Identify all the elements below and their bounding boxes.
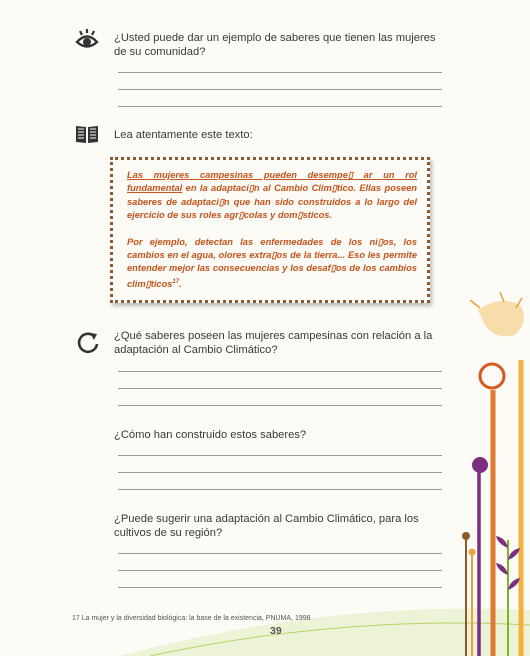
answer-line[interactable] <box>118 405 442 406</box>
book-icon <box>75 124 99 144</box>
answer-line[interactable] <box>118 489 442 490</box>
paragraph-1-rest: en la adaptaci▯n al Cambio Clim▯tico. Ellas poseen saberes de adaptaci▯n que han sido construidos a lo largo del ejercicio de sus roles agr▯colas y dom▯sticos. <box>127 183 417 221</box>
answer-line[interactable] <box>118 472 442 473</box>
question-3: ¿Cómo han construido estos saberes? <box>114 429 307 441</box>
underlined-phrase: Las mujeres campesinas pueden desempe▯ ar un rol fundamental <box>127 170 417 194</box>
paragraph-2-text: Por ejemplo, detectan las enfermedades de los ni▯os, los cambios en el agua, olores extra▯os de la tierra... Eso les permite entender mejor las consecuencias y los desaf▯os de los cambios clim▯ticos <box>127 236 417 289</box>
footnote: 17 La mujer y la diversidad biológica: la base de la existencia, PNUMA, 1998 <box>72 615 311 622</box>
question-4: ¿Puede sugerir una adaptación al Cambio Climático, para los cultivos de su región? <box>114 513 419 539</box>
refresh-icon <box>75 330 101 356</box>
reading-text-box <box>110 157 430 303</box>
question-1: ¿Usted puede dar un ejemplo de saberes que tienen las mujeres de su comunidad? <box>114 32 436 58</box>
page-number: 39 <box>270 625 282 637</box>
paragraph-2-end: . <box>179 278 182 289</box>
eye-icon <box>74 27 100 53</box>
answer-line[interactable] <box>118 106 442 107</box>
answer-line[interactable] <box>118 570 442 571</box>
reading-paragraph-1 <box>127 169 417 223</box>
reading-paragraph-2 <box>127 236 417 292</box>
answer-line[interactable] <box>118 72 442 73</box>
answer-line[interactable] <box>118 553 442 554</box>
answer-line[interactable] <box>118 89 442 90</box>
answer-line[interactable] <box>118 455 442 456</box>
answer-line[interactable] <box>118 587 442 588</box>
question-2: ¿Qué saberes poseen las mujeres campesinas con relación a la adaptación al Cambio Climático? <box>114 330 433 356</box>
footnote-reference: 17 <box>172 278 180 285</box>
reading-instruction: Lea atentamente este texto: <box>114 129 253 141</box>
answer-line[interactable] <box>118 388 442 389</box>
answer-line[interactable] <box>118 371 442 372</box>
